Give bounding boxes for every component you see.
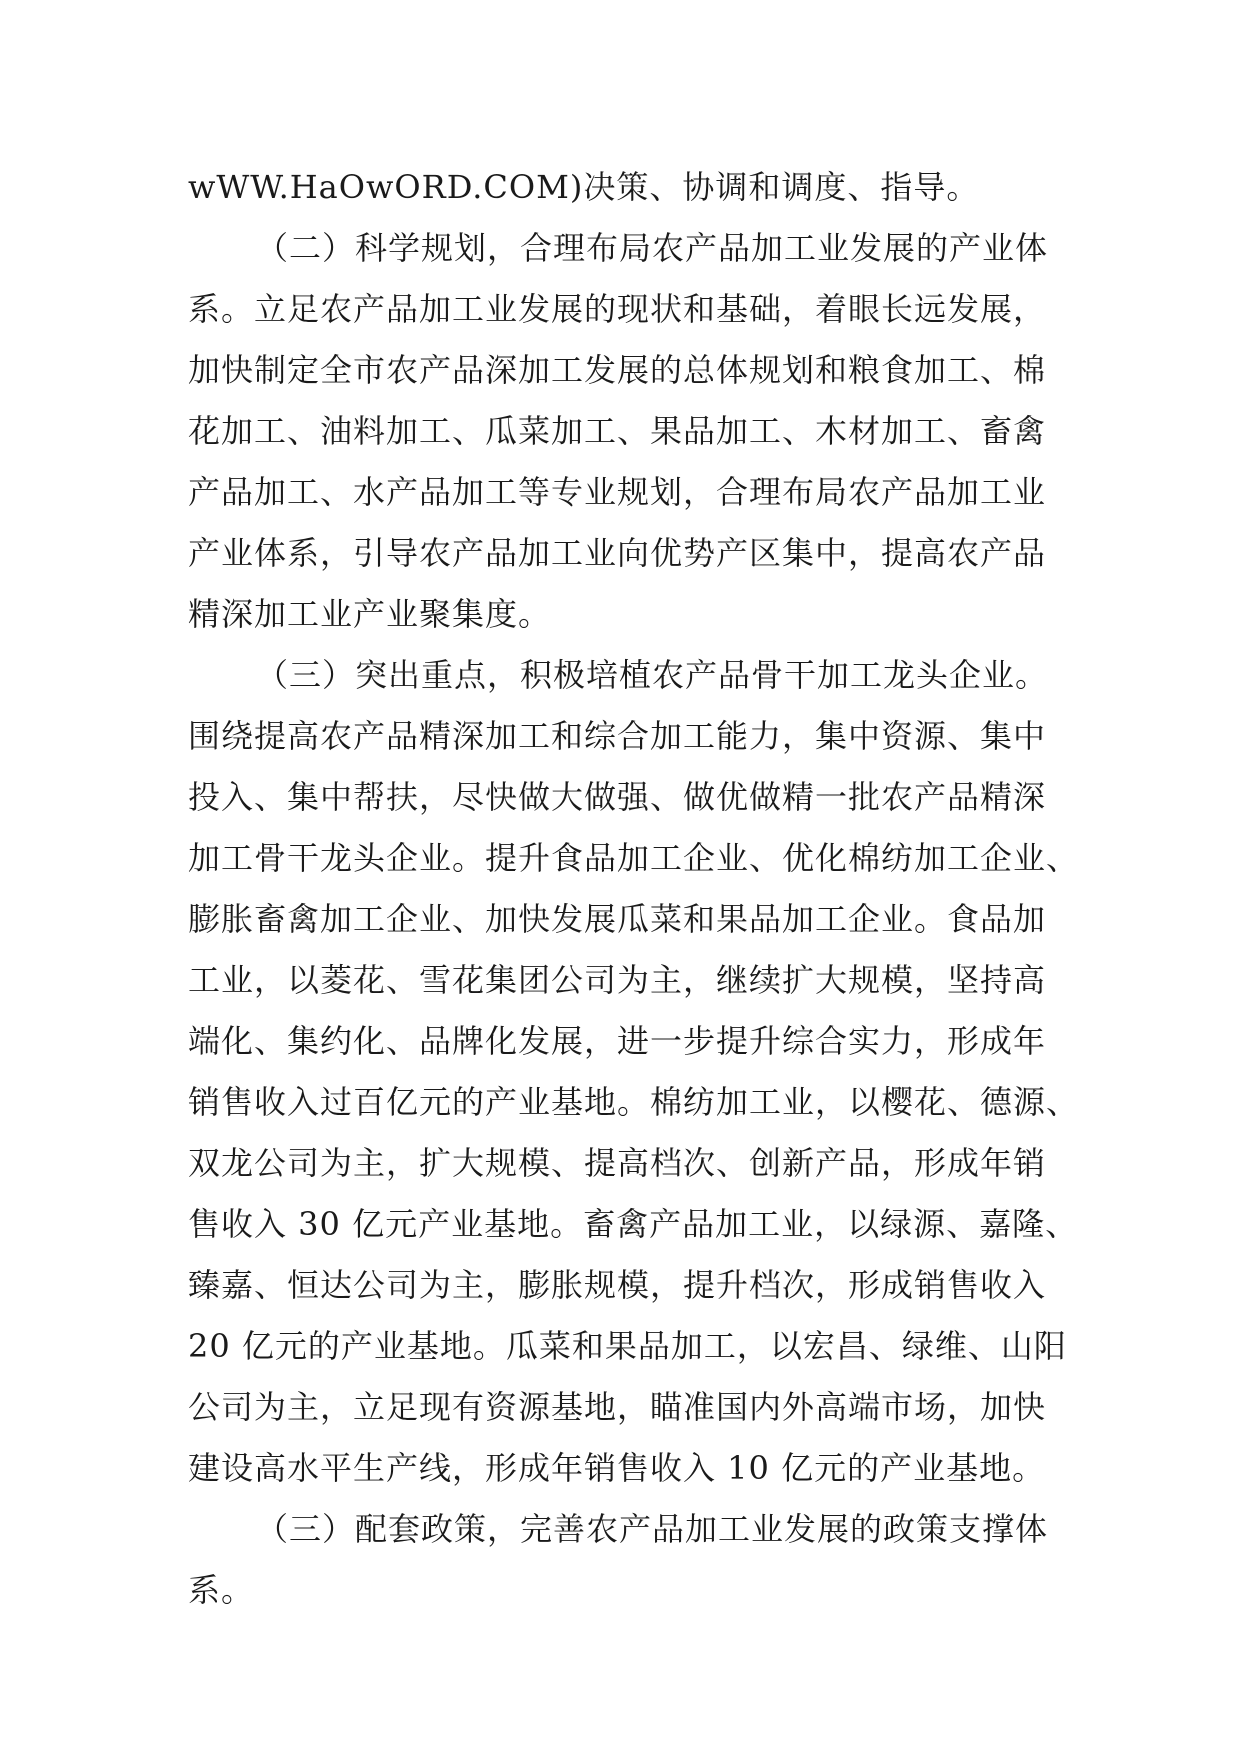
paragraph-line: 围绕提高农产品精深加工和综合加工能力，集中资源、集中 [188, 717, 1047, 755]
paragraph-line: 系。立足农产品加工业发展的现状和基础，着眼长远发展， [188, 290, 1047, 328]
paragraph-line: 公司为主，立足现有资源基地，瞄准国内外高端市场，加快 [188, 1388, 1047, 1426]
paragraph-line: 投入、集中帮扶，尽快做大做强、做优做精一批农产品精深 [188, 778, 1047, 816]
paragraph-line: （三）配套政策，完善农产品加工业发展的政策支撑体 [256, 1510, 1049, 1548]
paragraph-line: 建设高水平生产线，形成年销售收入 10 亿元的产业基地。 [188, 1449, 1046, 1487]
paragraph-line: 加工骨干龙头企业。提升食品加工企业、优化棉纺加工企业、 [188, 839, 1080, 877]
paragraph-line: 产业体系，引导农产品加工业向优势产区集中，提高农产品 [188, 534, 1047, 572]
paragraph-line: 销售收入过百亿元的产业基地。棉纺加工业，以樱花、德源、 [188, 1083, 1080, 1121]
paragraph-line: 端化、集约化、品牌化发展，进一步提升综合实力，形成年 [188, 1022, 1047, 1060]
paragraph-line: 工业，以菱花、雪花集团公司为主，继续扩大规模，坚持高 [188, 961, 1047, 999]
paragraph-line: 20 亿元的产业基地。瓜菜和果品加工，以宏昌、绿维、山阳 [188, 1327, 1067, 1365]
paragraph-line: 双龙公司为主，扩大规模、提高档次、创新产品，形成年销 [188, 1144, 1047, 1182]
paragraph-line: 系。 [188, 1571, 255, 1609]
document-body [188, 157, 1080, 1621]
paragraph-line: （三）突出重点，积极培植农产品骨干加工龙头企业。 [256, 656, 1049, 694]
paragraph-line: 精深加工业产业聚集度。 [188, 595, 552, 633]
paragraph-line: 膨胀畜禽加工企业、加快发展瓜菜和果品加工企业。食品加 [188, 900, 1047, 938]
paragraph-line: 花加工、油料加工、瓜菜加工、果品加工、木材加工、畜禽 [188, 412, 1047, 450]
paragraph-line: 产品加工、水产品加工等专业规划，合理布局农产品加工业 [188, 473, 1047, 511]
paragraph-line: 臻嘉、恒达公司为主，膨胀规模，提升档次，形成销售收入 [188, 1266, 1047, 1304]
paragraph-line: wWW.HaOwORD.COM)决策、协调和调度、指导。 [188, 168, 980, 206]
paragraph-line: 售收入 30 亿元产业基地。畜禽产品加工业，以绿源、嘉隆、 [188, 1205, 1079, 1243]
paragraph-line: （二）科学规划，合理布局农产品加工业发展的产业体 [256, 229, 1049, 267]
paragraph-line: 加快制定全市农产品深加工发展的总体规划和粮食加工、棉 [188, 351, 1047, 389]
